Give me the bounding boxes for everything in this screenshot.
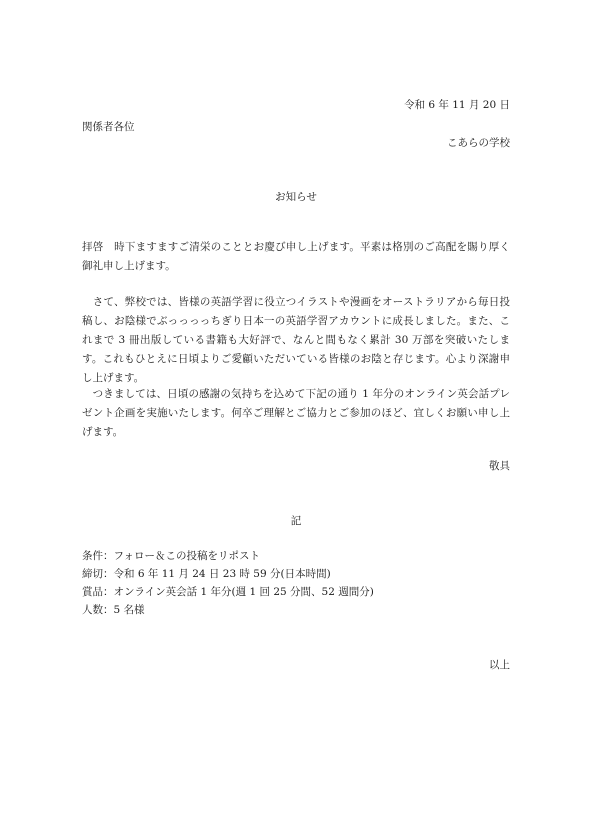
letter-title: お知らせ — [275, 191, 317, 203]
letter-date: 令和 6 年 11 月 20 日 — [404, 99, 510, 111]
paragraph-greeting: 拝啓 時下ますますご清栄のこととお慶び申し上げます。平素は格別のご高配を賜り厚く御礼申し上げます。 — [82, 241, 510, 272]
letter-closing: 敬具 — [489, 460, 510, 472]
paragraph-campaign: つきましては、日頃の感謝の気持ちを込めて下記の通り 1 年分のオンライン英会話プレゼント企画を実施いたします。何卒ご理解とご協力とご参加のほど、宜しくお願い申し上げます。 — [82, 388, 510, 438]
ki-heading: 記 — [290, 515, 302, 527]
letter-sender: こあらの学校 — [447, 137, 510, 149]
detail-condition: 条件：フォロー＆この投稿をリポスト — [82, 550, 260, 562]
detail-deadline: 締切：令和 6 年 11 月 24 日 23 時 59 分(日本時間) — [82, 568, 331, 580]
detail-prize: 賞品：オンライン英会話 1 年分(週 1 回 25 分間、52 週間分) — [82, 586, 374, 598]
letter-end: 以上 — [489, 659, 510, 671]
paragraph-announcement: さて、弊校では、皆様の英語学習に役立つイラストや漫画をオーストラリアから毎日投稿し、お陰様でぶっっっっちぎり日本一の英語学習アカウントに成長しました。また、これまで 3 冊出版している書籍も大好評で、なんと間もなく累計 30 万部を突破いたします。これもひとえに日頃よりご愛顧いただいている皆様のお陰と存じます。心より深謝申し上げます。 — [82, 296, 510, 384]
detail-winners: 人数：5 名様 — [82, 604, 145, 616]
letter-recipient: 関係者各位 — [82, 121, 135, 133]
